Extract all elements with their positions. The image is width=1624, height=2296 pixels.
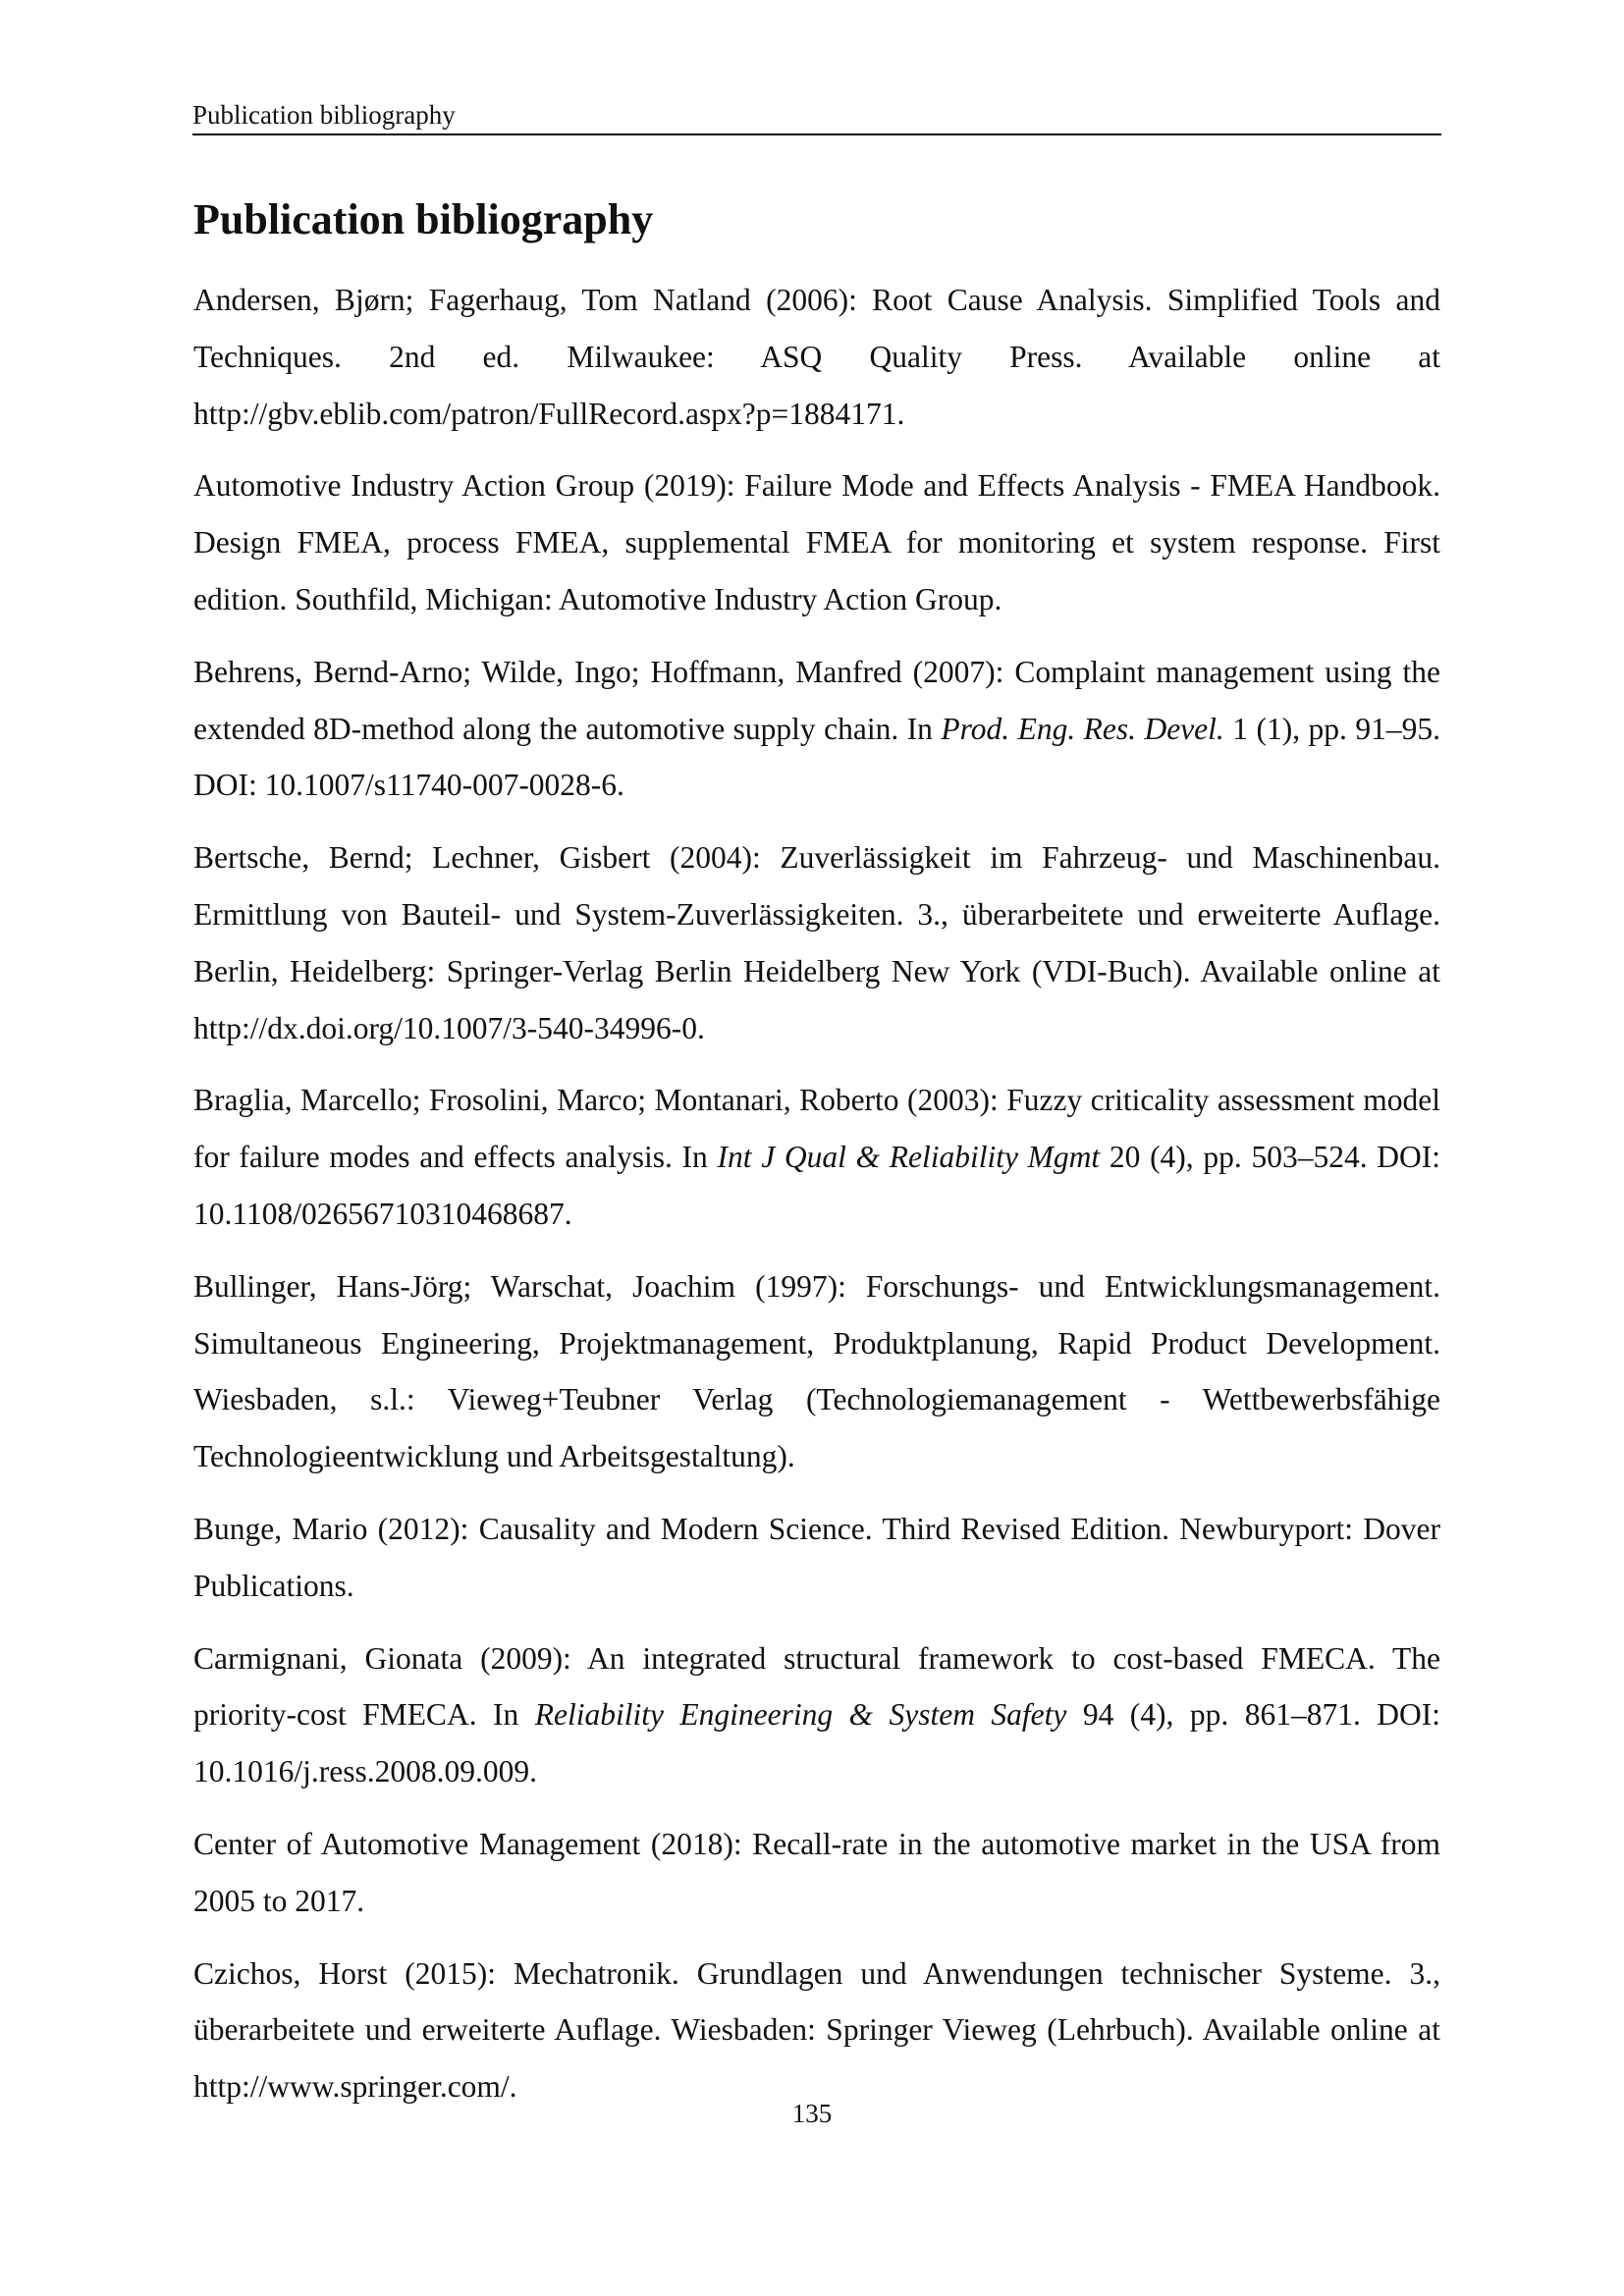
reference-text: Bullinger, Hans-Jörg; Warschat, Joachim (1997): Forschungs- und Entwicklungsmanagement. Simultaneous Engineering, Projektmanagement, Produktplanung, Rapid Product Development. Wiesbaden, s.l.: Vieweg+Teubner Verlag (Technologiemanagement - Wettbewerbsfähige Technologieentwicklung und Arbeitsgestaltung). bbox=[193, 1268, 1440, 1474]
reference-text: Bunge, Mario (2012): Causality and Modern Science. Third Revised Edition. Newburyport: Dover Publications. bbox=[193, 1511, 1440, 1603]
reference-entry bbox=[193, 1072, 1440, 1242]
reference-details: 20 (4), pp. 503–524. DOI: 10.1108/02656710310468687. bbox=[193, 1140, 1441, 1231]
reference-list bbox=[193, 272, 1440, 2131]
reference-journal: Prod. Eng. Res. Devel. bbox=[941, 711, 1224, 746]
running-header bbox=[192, 98, 1441, 135]
reference-entry bbox=[193, 1501, 1440, 1615]
reference-text: Behrens, Bernd-Arno; Wilde, Ingo; Hoffmann, Manfred (2007): Complaint management using the extended 8D-method along the automotive supply chain. In bbox=[193, 654, 1440, 746]
reference-entry bbox=[193, 1258, 1440, 1485]
reference-details: 94 (4), pp. 861–871. DOI: 10.1016/j.ress.2008.09.009. bbox=[193, 1697, 1441, 1789]
reference-details: 1 (1), pp. 91–95. DOI: 10.1007/s11740-007-0028-6. bbox=[193, 711, 1441, 803]
reference-text: Carmignani, Gionata (2009): An integrated structural framework to cost-based FMECA. The priority-cost FMECA. In bbox=[193, 1640, 1440, 1733]
reference-entry bbox=[193, 829, 1440, 1056]
reference-text: Automotive Industry Action Group (2019): Failure Mode and Effects Analysis - FMEA Handbook. Design FMEA, process FMEA, supplemental FMEA for monitoring et system response. First edition. Southfild, Michigan: Automotive Industry Action Group. bbox=[193, 468, 1440, 616]
reference-text: Center of Automotive Management (2018): Recall-rate in the automotive market in the USA from 2005 to 2017. bbox=[193, 1826, 1440, 1918]
running-header-title: Publication bibliography bbox=[192, 100, 456, 130]
reference-entry bbox=[193, 1946, 1440, 2115]
reference-entry bbox=[193, 272, 1440, 442]
reference-entry bbox=[193, 1630, 1440, 1800]
reference-entry bbox=[193, 1816, 1440, 1930]
reference-text: Bertsche, Bernd; Lechner, Gisbert (2004): Zuverlässigkeit im Fahrzeug- und Maschinenbau. Ermittlung von Bauteil- und System-Zuverlässigkeiten. 3., überarbeitete und erweiterte Auflage. Berlin, Heidelberg: Springer-Verlag Berlin Heidelberg New York (VDI-Buch). Available online at http://dx.doi.org/10.1007/3-540-34996-0. bbox=[193, 840, 1440, 1045]
reference-text: Braglia, Marcello; Frosolini, Marco; Montanari, Roberto (2003): Fuzzy criticality assessment model for failure modes and effects analysis. In bbox=[193, 1083, 1440, 1175]
reference-journal: Reliability Engineering & System Safety bbox=[534, 1697, 1067, 1733]
page-number: 135 bbox=[791, 2099, 833, 2128]
reference-text: Andersen, Bjørn; Fagerhaug, Tom Natland (2006): Root Cause Analysis. Simplified Tools and Techniques. 2nd ed. Milwaukee: ASQ Quality Press. Available online at http://gbv.eblib.com/patron/FullRecord.aspx?p=1884171. bbox=[193, 283, 1440, 431]
page-title: Publication bibliography bbox=[193, 195, 654, 243]
reference-entry bbox=[193, 457, 1440, 627]
reference-text: Czichos, Horst (2015): Mechatronik. Grundlagen und Anwendungen technischer Systeme. 3., überarbeitete und erweiterte Auflage. Wiesbaden: Springer Vieweg (Lehrbuch). Available online at http://www.springer.com/. bbox=[193, 1955, 1440, 2105]
reference-journal: Int J Qual & Reliability Mgmt bbox=[717, 1140, 1101, 1175]
reference-entry bbox=[193, 644, 1440, 814]
